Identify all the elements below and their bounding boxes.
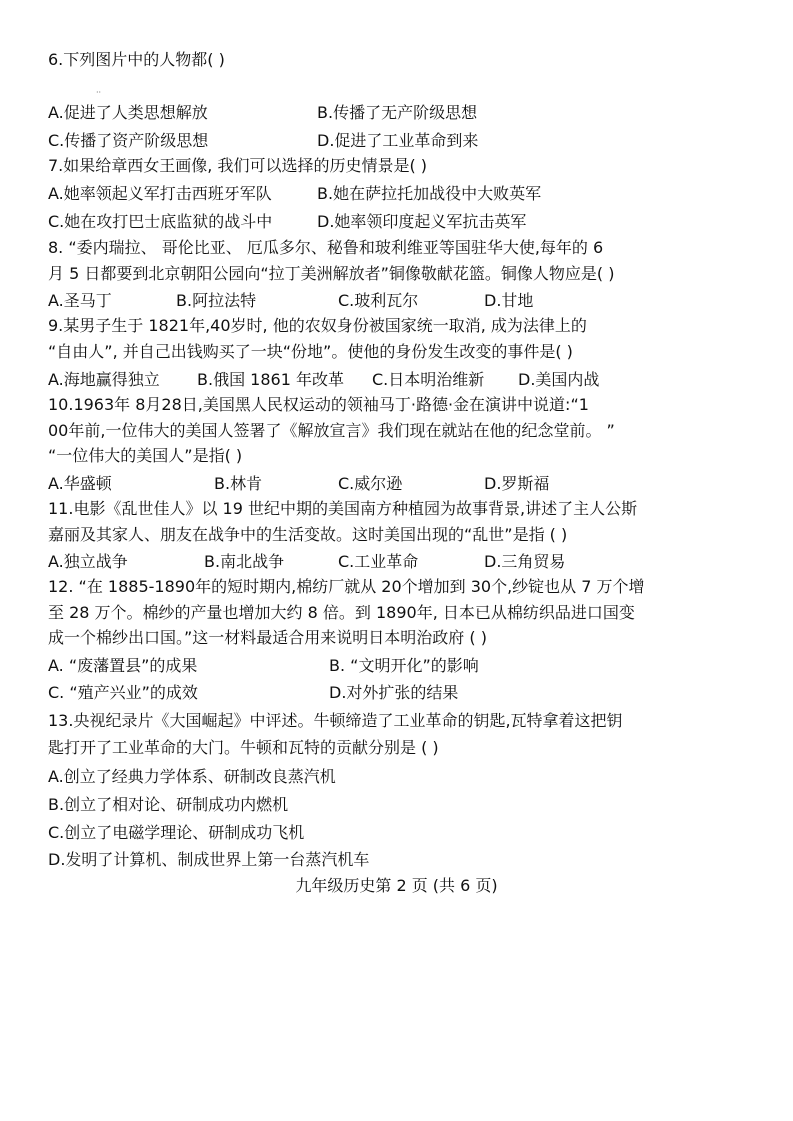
question-8-stem-line-1: 8. “委内瑞拉、 哥伦比亚、 厄瓜多尔、秘鲁和玻利维亚等国驻华大使,每年的 6	[48, 238, 604, 257]
question-9-option-a: A.海地赢得独立	[48, 370, 160, 389]
question-9-stem-line-1: 9.某男子生于 1821年,40岁时, 他的农奴身份被国家统一取消, 成为法律上的	[48, 316, 587, 335]
question-7-option-c: C.她在攻打巴士底监狱的战斗中	[48, 212, 273, 231]
question-11-option-d: D.三角贸易	[484, 552, 566, 571]
question-13-option-d: D.发明了计算机、制成世界上第一台蒸汽机车	[48, 850, 370, 869]
question-13-stem-line-1: 13.央视纪录片《大国崛起》中评述。牛顿缔造了工业革命的钥匙,瓦特拿着这把钥	[48, 711, 623, 730]
question-13-option-b: B.创立了相对论、研制成功内燃机	[48, 795, 289, 814]
question-10-stem-line-3: “一位伟大的美国人”是指( )	[48, 446, 243, 465]
question-10-option-c: C.威尔逊	[338, 474, 403, 493]
question-12-option-c: C. “殖产兴业”的成效	[48, 683, 198, 702]
question-8-stem-line-2: 月 5 日都要到北京朝阳公园向“拉丁美洲解放者”铜像敬献花篮。铜像人物应是( )	[48, 264, 615, 283]
question-6-option-a: A.促进了人类思想解放	[48, 103, 208, 122]
question-9-option-c: C.日本明治维新	[372, 370, 485, 389]
question-9-stem-line-2: “自由人”, 并自己出钱购买了一块“份地”。使他的身份发生改变的事件是( )	[48, 342, 573, 361]
question-12-stem-line-3: 成一个棉纱出口国。”这一材料最适合用来说明日本明治政府 ( )	[48, 628, 487, 647]
question-10-option-a: A.华盛顿	[48, 474, 112, 493]
question-11-stem-line-1: 11.电影《乱世佳人》以 19 世纪中期的美国南方种植园为故事背景,讲述了主人公斯	[48, 499, 638, 518]
question-6-option-d: D.促进了工业革命到来	[317, 131, 479, 150]
question-8-option-d: D.甘地	[484, 291, 534, 310]
question-13-option-a: A.创立了经典力学体系、研制改良蒸汽机	[48, 767, 336, 786]
question-7-option-b: B.她在萨拉托加战役中大败英军	[317, 184, 542, 203]
question-7-stem: 7.如果给章西女王画像, 我们可以选择的历史情景是( )	[48, 156, 428, 175]
question-12-stem-line-1: 12. “在 1885-1890年的短时期内,棉纺厂就从 20个增加到 30个,纱锭也从 7 万个增	[48, 577, 645, 596]
question-8-option-c: C.玻利瓦尔	[338, 291, 419, 310]
question-12-stem-line-2: 至 28 万个。棉纱的产量也增加大约 8 倍。到 1890年, 日本已从棉纺织品进口国变	[48, 603, 635, 622]
question-13-option-c: C.创立了电磁学理论、研制成功飞机	[48, 823, 305, 842]
question-6-option-b: B.传播了无产阶级思想	[317, 103, 478, 122]
question-9-option-b: B.俄国 1861 年改革	[197, 370, 344, 389]
question-12-option-b: B. “文明开化”的影响	[329, 656, 479, 675]
question-6-option-c: C.传播了资产阶级思想	[48, 131, 209, 150]
question-11-stem-line-2: 嘉丽及其家人、朋友在战争中的生活变故。这时美国出现的“乱世”是指 ( )	[48, 525, 568, 544]
question-10-option-b: B.林肯	[214, 474, 263, 493]
question-9-option-d: D.美国内战	[518, 370, 600, 389]
question-13-stem-line-2: 匙打开了工业革命的大门。牛顿和瓦特的贡献分别是 ( )	[48, 738, 439, 757]
question-12-option-a: A. “废藩置县”的成果	[48, 656, 198, 675]
question-6-image-placeholder-mark: ··	[96, 88, 102, 97]
question-8-option-b: B.阿拉法特	[176, 291, 257, 310]
question-11-option-b: B.南北战争	[204, 552, 285, 571]
question-11-option-c: C.工业革命	[338, 552, 419, 571]
page-footer: 九年级历史第 2 页 (共 6 页)	[295, 876, 498, 895]
question-6-stem: 6.下列图片中的人物都( )	[48, 50, 225, 69]
question-10-stem-line-1: 10.1963年 8月28日,美国黑人民权运动的领袖马丁·路德·金在演讲中说道:“1	[48, 395, 589, 414]
question-10-stem-line-2: 00年前,一位伟大的美国人签署了《解放宣言》我们现在就站在他的纪念堂前。 ”	[48, 421, 615, 440]
question-7-option-a: A.她率领起义军打击西班牙军队	[48, 184, 272, 203]
question-11-option-a: A.独立战争	[48, 552, 128, 571]
question-7-option-d: D.她率领印度起义军抗击英军	[317, 212, 527, 231]
question-8-option-a: A.圣马丁	[48, 291, 112, 310]
question-10-option-d: D.罗斯福	[484, 474, 550, 493]
question-12-option-d: D.对外扩张的结果	[329, 683, 459, 702]
